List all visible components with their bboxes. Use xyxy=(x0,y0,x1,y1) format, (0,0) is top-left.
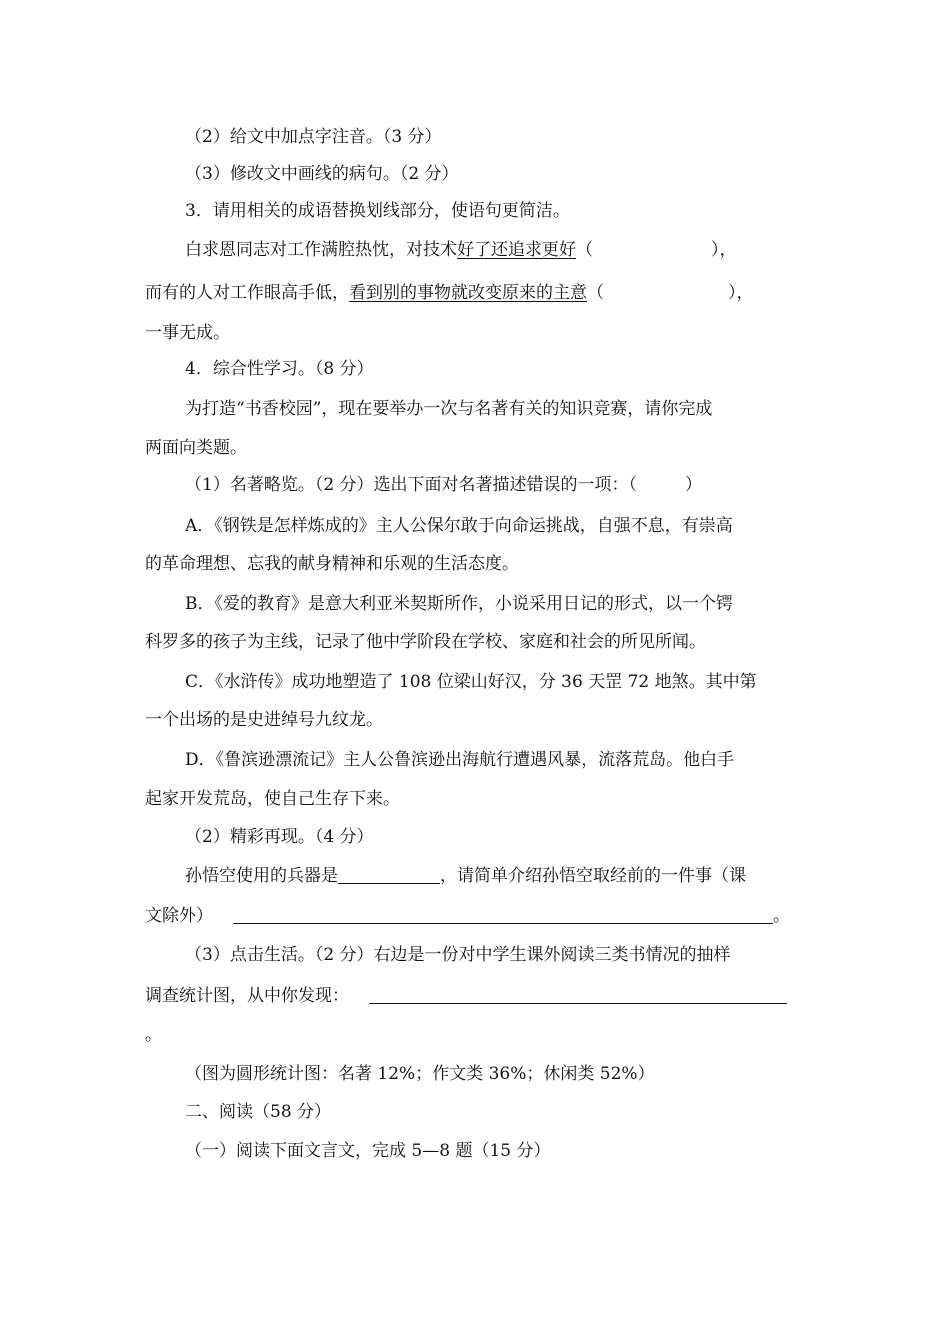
option-d: D．《鲁滨逊漂流记》主人公鲁滨逊出海航行遭遇风暴，流落荒岛。他白手 xyxy=(185,750,735,770)
story-blank[interactable] xyxy=(233,905,773,924)
question-3-prompt: 3．请用相关的成语替换划线部分，使语句更简洁。 xyxy=(185,201,570,221)
question-4-3-end: 。 xyxy=(145,1025,162,1045)
text: ）， xyxy=(728,283,754,303)
text: 文除外） xyxy=(145,906,213,926)
chart-note: （图为圆形统计图：名著 12%；作文类 36%；休闲类 52%） xyxy=(185,1064,655,1084)
finding-blank[interactable] xyxy=(369,985,787,1004)
question-3-end: 一事无成。 xyxy=(145,323,230,343)
question-4-title: 4．综合性学习。（8 分） xyxy=(185,359,374,379)
option-c: C．《水浒传》成功地塑造了 108 位梁山好汉，分 36 天罡 72 地煞。其中第 xyxy=(185,672,757,692)
question-4-intro-cont: 两面向类题。 xyxy=(145,438,247,458)
section-2-1-title: （一）阅读下面文言文，完成 5—8 题（15 分） xyxy=(185,1141,551,1161)
question-3-sentence-2 xyxy=(145,281,805,305)
weapon-blank[interactable] xyxy=(338,865,440,884)
text: （1）名著略览。（2 分）选出下面对名著描述错误的一项：（ xyxy=(185,475,638,495)
question-2-3: （3）修改文中画线的病句。（2 分） xyxy=(185,164,459,184)
option-b-cont: 科罗多的孩子为主线，记录了他中学阶段在学校、家庭和社会的所见所闻。 xyxy=(145,632,706,652)
question-4-2-cont xyxy=(145,904,805,928)
question-4-2: （2）精彩再现。（4 分） xyxy=(185,827,374,847)
question-3-sentence-1 xyxy=(185,238,805,262)
option-a: A．《钢铁是怎样炼成的》主人公保尔敢于向命运挑战，自强不息，有崇高 xyxy=(185,516,733,536)
underlined-phrase: 好了还追求更好 xyxy=(457,240,576,260)
option-a-cont: 的革命理想、忘我的献身精神和乐观的生活态度。 xyxy=(145,554,519,574)
option-b: B．《爱的教育》是意大利亚米契斯所作，小说采用日记的形式，以一个锷 xyxy=(185,594,733,614)
text: 调查统计图，从中你发现： xyxy=(145,986,349,1006)
underlined-phrase: 看到别的事物就改变原来的主意 xyxy=(349,283,587,303)
section-2-title: 二、阅读（58 分） xyxy=(185,1102,332,1122)
option-d-cont: 起家开发荒岛，使自己生存下来。 xyxy=(145,789,400,809)
text: （ xyxy=(576,240,593,260)
text: 而有的人对工作眼高手低， xyxy=(145,283,349,303)
text: 。 xyxy=(773,906,790,926)
option-c-cont: 一个出场的是史进绰号九纹龙。 xyxy=(145,710,383,730)
question-4-intro: 为打造“书香校园”，现在要举办一次与名著有关的知识竞赛，请你完成 xyxy=(185,399,713,419)
question-4-2-prompt xyxy=(185,864,805,888)
text: ） xyxy=(685,475,703,495)
question-4-1 xyxy=(185,473,805,497)
text: 白求恩同志对工作满腔热忱，对技术 xyxy=(185,240,457,260)
text: ，请简单介绍孙悟空取经前的一件事（课 xyxy=(440,866,746,886)
question-2-2: （2）给文中加点字注音。（3 分） xyxy=(185,127,442,147)
question-4-3: （3）点击生活。（2 分）右边是一份对中学生课外阅读三类书情况的抽样 xyxy=(185,945,731,965)
text: （ xyxy=(587,283,604,303)
question-4-3-cont xyxy=(145,984,805,1008)
text: ）， xyxy=(711,240,737,260)
text: 孙悟空使用的兵器是 xyxy=(185,866,338,886)
